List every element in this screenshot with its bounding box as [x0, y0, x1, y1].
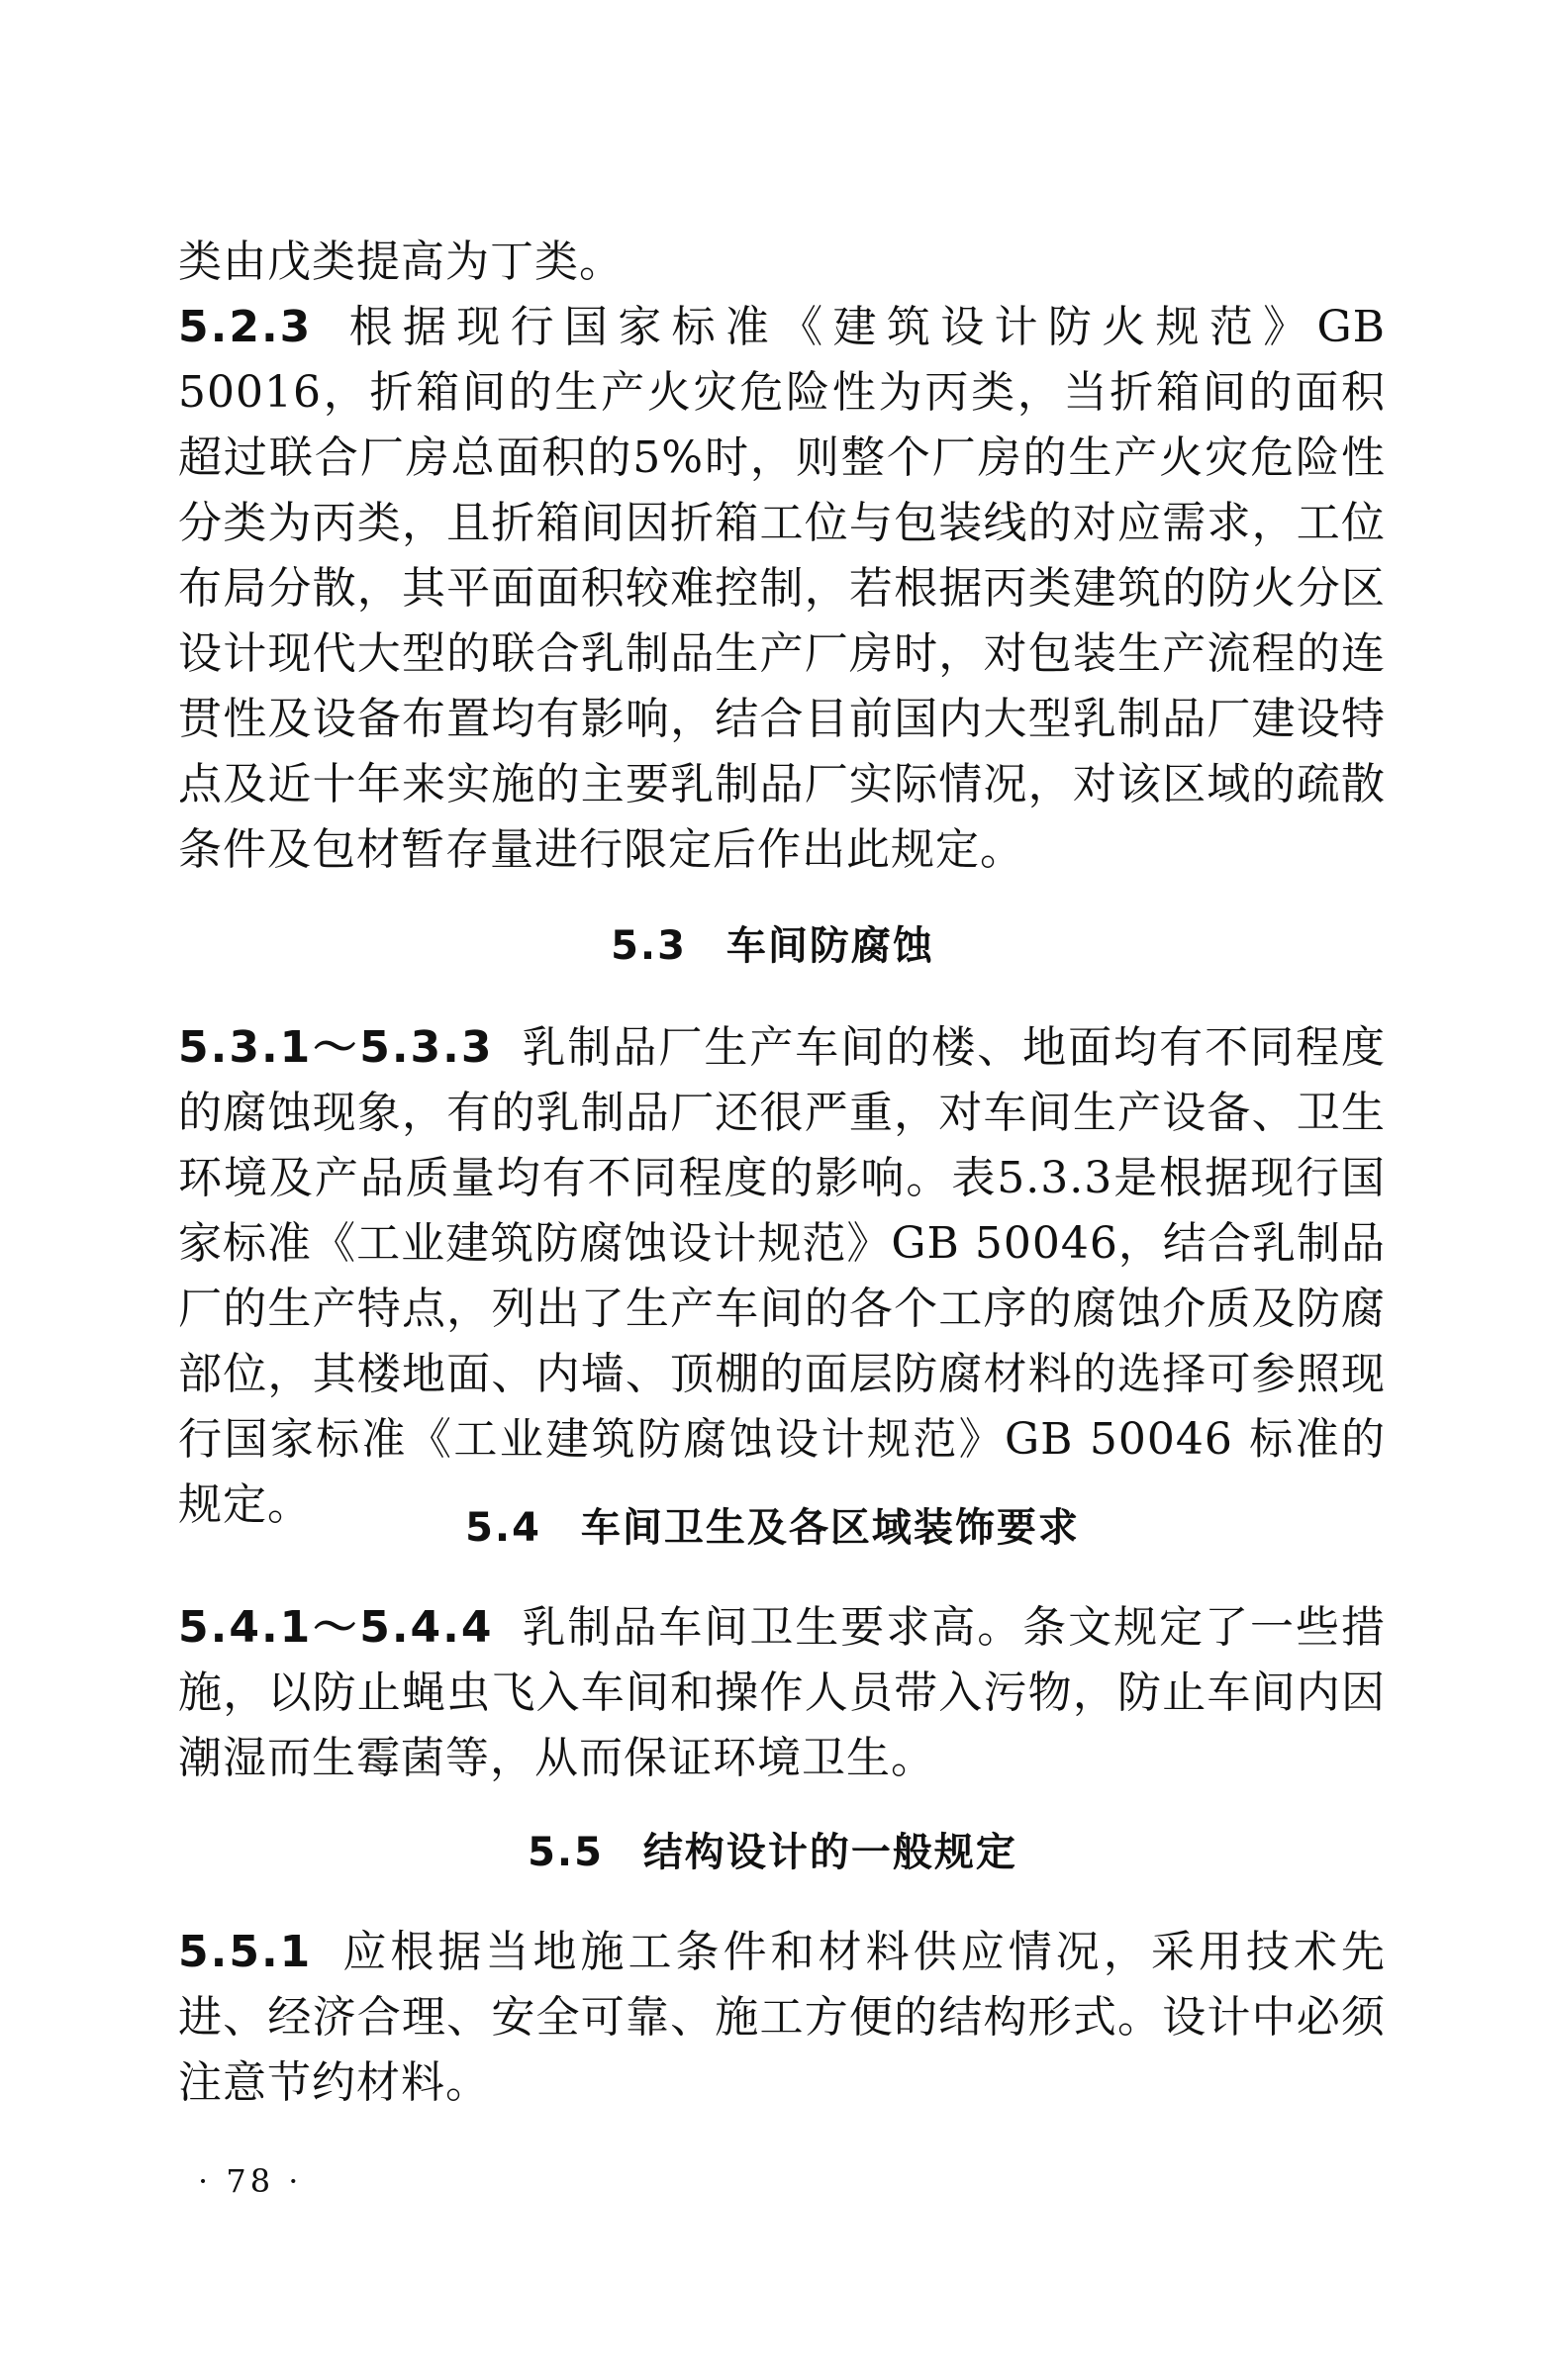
- section-number: 5.5: [528, 1830, 604, 1875]
- clause-number: 5.3.1～5.3.3: [178, 1022, 494, 1073]
- section-title: 结构设计的一般规定: [642, 1830, 1017, 1875]
- clause-text: 乳制品车间卫生要求高。条文规定了一些措施，以防止蝇虫飞入车间和操作人员带入污物，防止车间内因潮湿而生霉菌等，从而保证环境卫生。: [178, 1602, 1386, 1783]
- section-heading-5-5: [0, 1823, 1545, 1882]
- clause-text: 应根据当地施工条件和材料供应情况，采用技术先进、经济合理、安全可靠、施工方便的结构形式。设计中必须注意节约材料。: [178, 1927, 1386, 2108]
- clause-number: 5.5.1: [178, 1927, 313, 1977]
- section-number: 5.3: [611, 923, 687, 969]
- clause-text: 根据现行国家标准《建筑设计防火规范》GB 50016，折箱间的生产火灾危险性为丙类，当折箱间的面积超过联合厂房总面积的5%时，则整个厂房的生产火灾危险性分类为丙类，且折箱间因折箱工位与包装线的对应需求，工位布局分散，其平面面积较难控制，若根据丙类建筑的防火分区设计现代大型的联合乳制品生产厂房时，对包装生产流程的连贯性及设备布置均有影响，结合目前国内大型乳制品厂建设特点及近十年来实施的主要乳制品厂实际情况，对该区域的疏散条件及包材暂存量进行限定后作出此规定。: [178, 302, 1386, 875]
- clause-text: 乳制品厂生产车间的楼、地面均有不同程度的腐蚀现象，有的乳制品厂还很严重，对车间生产设备、卫生环境及产品质量均有不同程度的影响。表5.3.3是根据现行国家标准《工业建筑防腐蚀设计规范》GB 50046，结合乳制品厂的生产特点，列出了生产车间的各个工序的腐蚀介质及防腐部位，其楼地面、内墙、顶棚的面层防腐材料的选择可参照现行国家标准《工业建筑防腐蚀设计规范》GB 50046 标准的规定。: [178, 1022, 1386, 1530]
- clause-5-2-3: [178, 295, 1386, 883]
- section-heading-5-4: [0, 1498, 1545, 1558]
- clause-number: 5.4.1～5.4.4: [178, 1602, 494, 1653]
- continuation-paragraph: [178, 230, 1386, 295]
- section-heading-5-3: [0, 916, 1545, 976]
- section-title: 车间防腐蚀: [725, 923, 934, 969]
- section-number: 5.4: [465, 1505, 541, 1551]
- page-number: · 78 ·: [198, 2162, 303, 2200]
- clause-5-5-1: [178, 1920, 1386, 2116]
- clause-5-4-1: [178, 1595, 1386, 1791]
- continuation-text: 类由戊类提高为丁类。: [178, 237, 624, 287]
- clause-5-3-1: [178, 1015, 1386, 1538]
- clause-number: 5.2.3: [178, 302, 313, 352]
- section-title: 车间卫生及各区域装饰要求: [580, 1505, 1080, 1551]
